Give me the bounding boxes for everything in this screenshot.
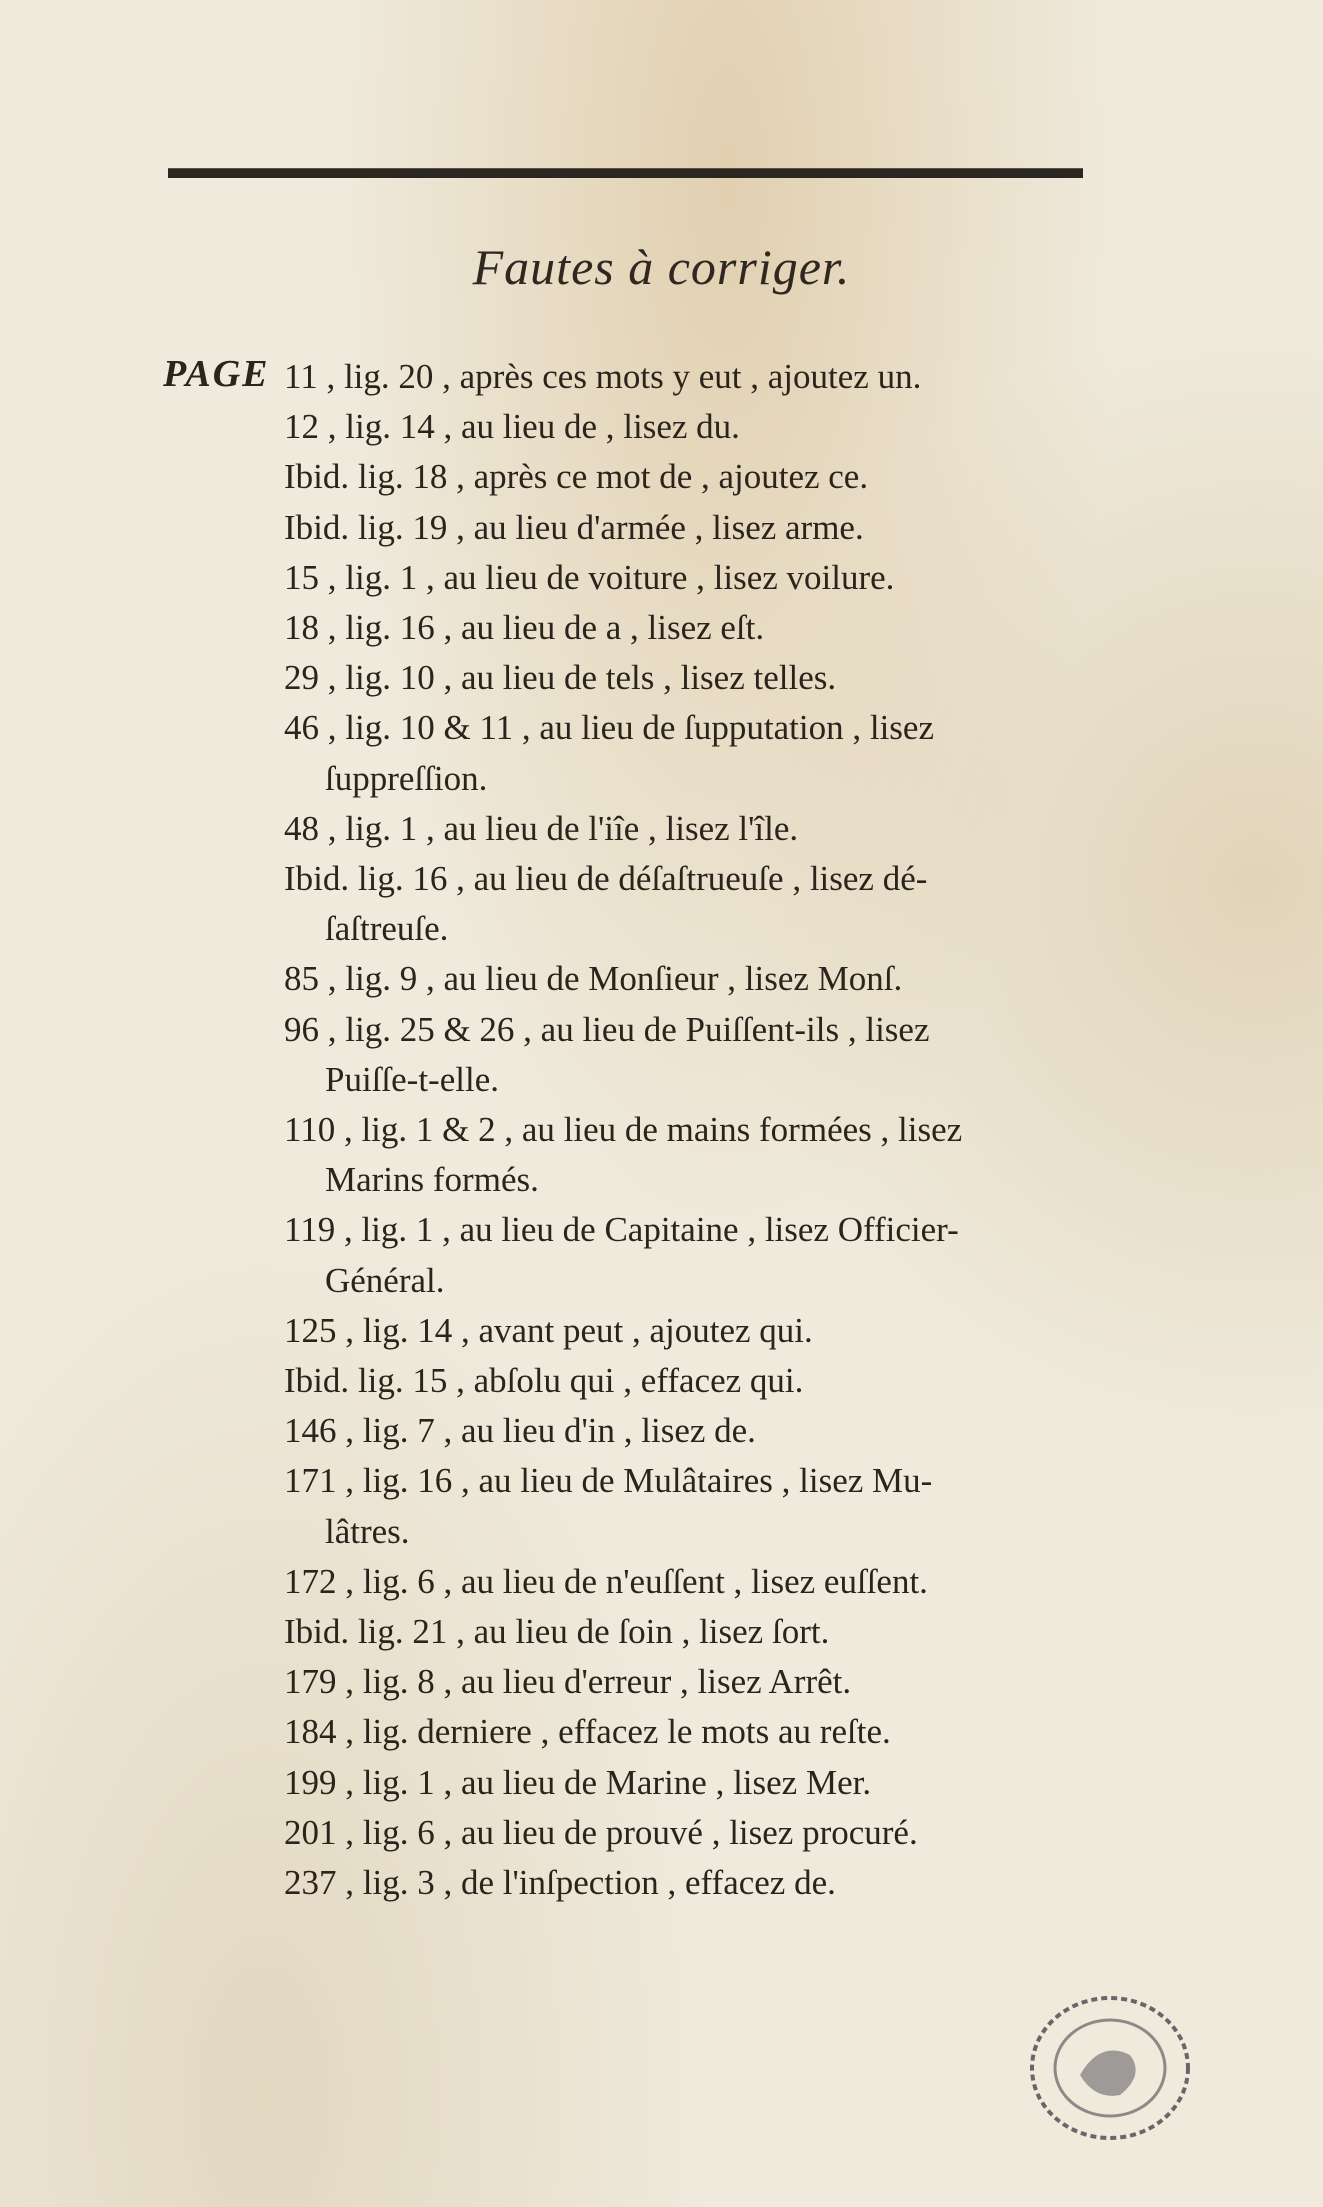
errata-entry: 96 , lig. 25 & 26 , au lieu de Puiſſent-ils , lisez — [284, 1009, 930, 1049]
library-stamp — [1010, 1980, 1210, 2155]
errata-entry: 12 , lig. 14 , au lieu de , lisez du. — [284, 407, 740, 447]
errata-entry: 199 , lig. 1 , au lieu de Marine , lisez Mer. — [284, 1762, 872, 1802]
errata-entry: 119 , lig. 1 , au lieu de Capitaine , lisez Officier- — [284, 1210, 959, 1250]
errata-entry-continuation: Général. — [325, 1260, 445, 1300]
errata-entry: 29 , lig. 10 , au lieu de tels , lisez telles. — [284, 658, 837, 698]
errata-entry: Ibid. lig. 16 , au lieu de déſaſtrueuſe , lisez dé- — [284, 859, 928, 898]
errata-entry-continuation: Marins formés. — [325, 1160, 539, 1200]
errata-entry: 15 , lig. 1 , au lieu de voiture , lisez voilure. — [284, 557, 895, 597]
errata-entry: 184 , lig. derniere , effacez le mots au reſte. — [284, 1712, 891, 1752]
errata-entry: Ibid. lig. 15 , abſolu qui , effacez qui. — [284, 1361, 804, 1400]
errata-entry: Ibid. lig. 18 , après ce mot de , ajoutez ce. — [284, 457, 869, 497]
errata-entry: 179 , lig. 8 , au lieu d'erreur , lisez Arrêt. — [284, 1662, 852, 1702]
errata-entry: 110 , lig. 1 & 2 , au lieu de mains formées , lisez — [284, 1110, 963, 1149]
errata-entry: 237 , lig. 3 , de l'inſpection , effacez de. — [284, 1863, 836, 1902]
errata-entry-continuation: ſaſtreuſe. — [325, 909, 449, 949]
errata-entry: 146 , lig. 7 , au lieu d'in , lisez de. — [284, 1411, 756, 1451]
page-title: Fautes à corriger. — [472, 239, 851, 295]
errata-entry: 172 , lig. 6 , au lieu de n'euſſent , lisez euſſent. — [284, 1561, 928, 1601]
errata-entry: 201 , lig. 6 , au lieu de prouvé , lisez procuré. — [284, 1812, 918, 1852]
errata-entry: Ibid. lig. 21 , au lieu de ſoin , lisez ſort. — [284, 1612, 830, 1651]
header-rule — [168, 168, 1083, 178]
errata-entry: 125 , lig. 14 , avant peut , ajoutez qui. — [284, 1310, 813, 1350]
errata-entry-continuation: lâtres. — [325, 1511, 410, 1551]
errata-entry: 18 , lig. 16 , au lieu de a , lisez eſt. — [284, 608, 765, 647]
errata-entry: 11 , lig. 20 , après ces mots y eut , ajoutez un. — [284, 357, 922, 396]
errata-entry: 85 , lig. 9 , au lieu de Monſieur , lisez Monſ. — [284, 959, 903, 999]
errata-entry: Ibid. lig. 19 , au lieu d'armée , lisez arme. — [284, 507, 864, 547]
errata-entry: 48 , lig. 1 , au lieu de l'iîe , lisez l'île. — [284, 808, 799, 848]
errata-entry: 46 , lig. 10 & 11 , au lieu de ſupputation , lisez — [284, 708, 934, 748]
errata-entry-continuation: Puiſſe-t-elle. — [325, 1059, 499, 1099]
page-label: PAGE — [163, 353, 270, 395]
errata-entry-continuation: ſuppreſſion. — [325, 758, 488, 798]
errata-entry: 171 , lig. 16 , au lieu de Mulâtaires , lisez Mu- — [284, 1461, 933, 1501]
